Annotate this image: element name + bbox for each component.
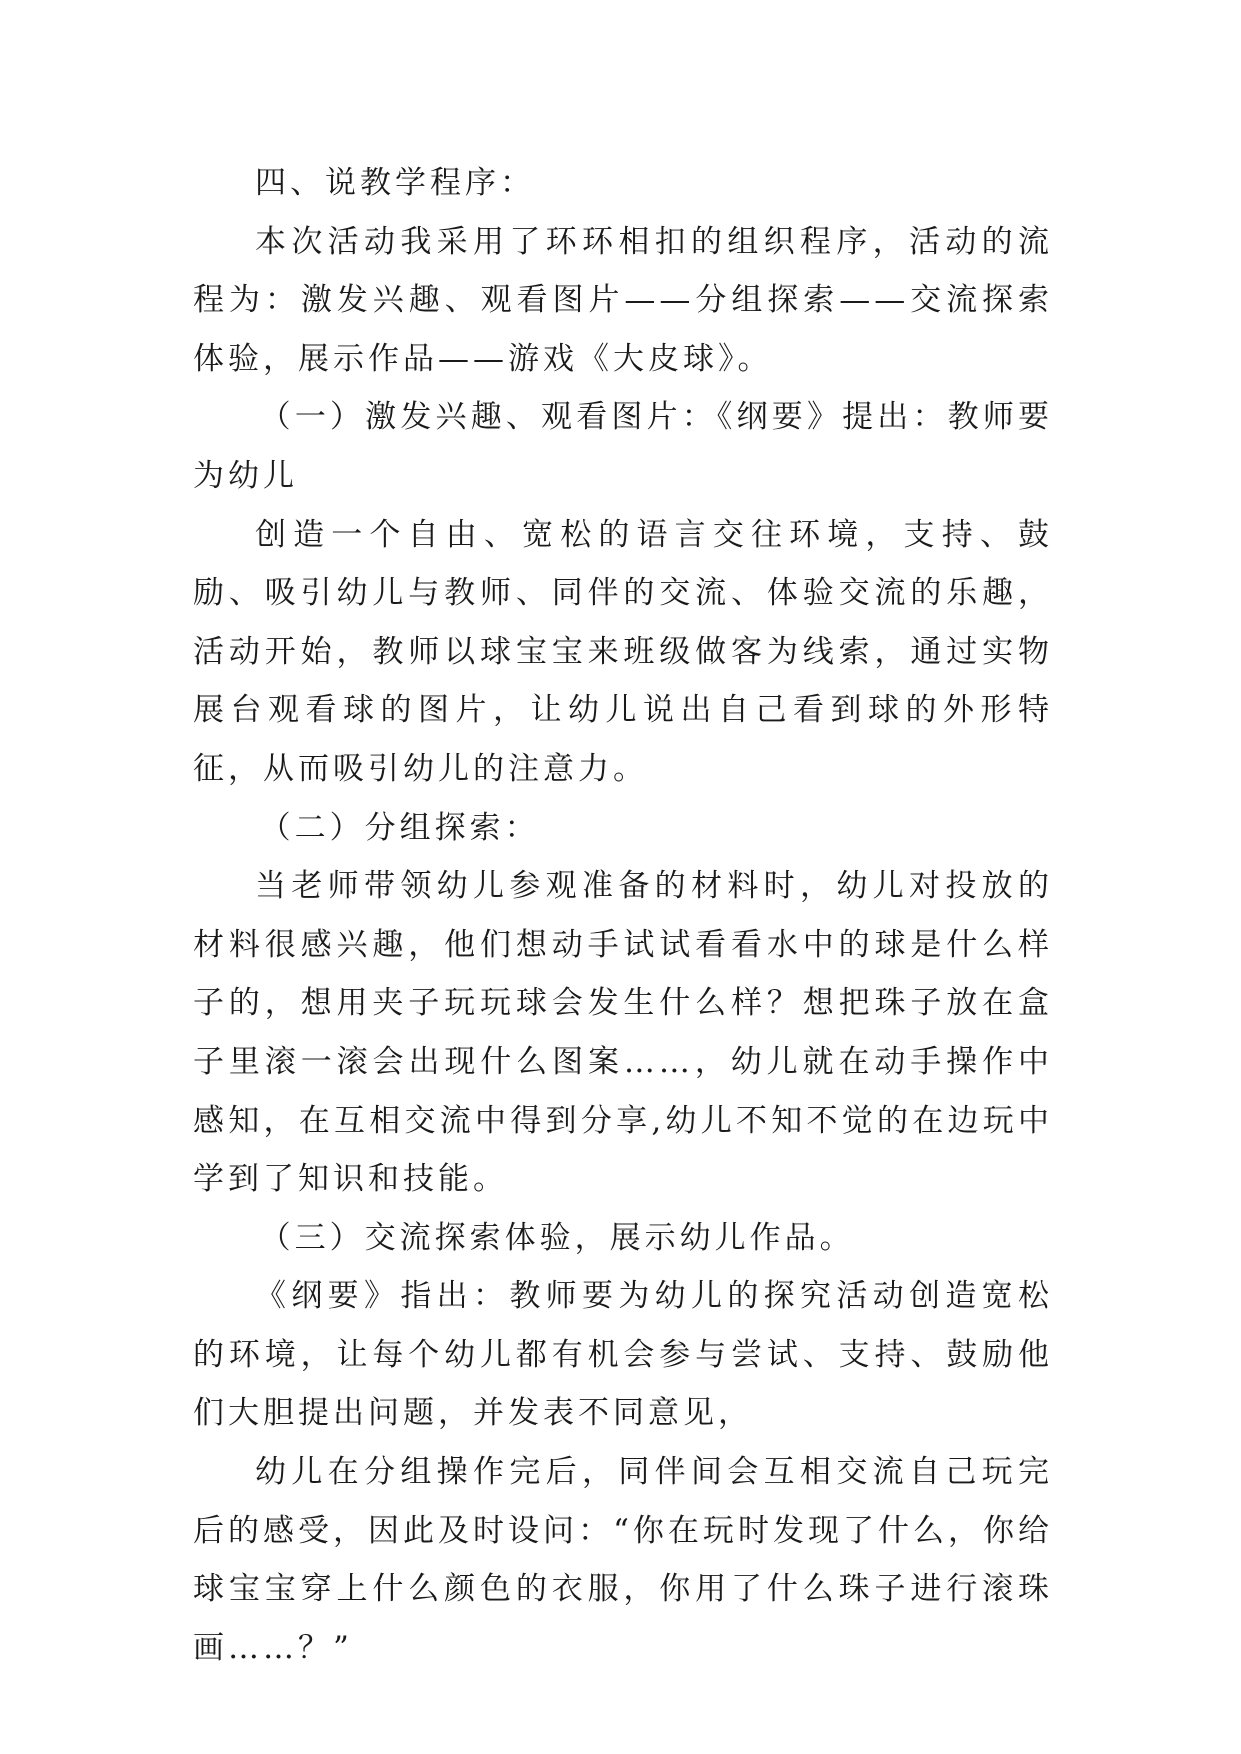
section-heading-teaching-procedure: 四、说教学程序：: [255, 165, 535, 201]
document-body: [193, 154, 1053, 1677]
subheading-group-exploration: （二）分组探索：: [259, 809, 540, 846]
paragraph-activity-flow: 本次活动我采用了环环相扣的组织程序，活动的流程为：激发兴趣、观看图片——分组探索——交流探索体验，展示作品——游戏《大皮球》。: [193, 223, 1053, 377]
paragraph-outline-guidance: 《纲要》指出：教师要为幼儿的探究活动创造宽松的环境，让每个幼儿都有机会参与尝试、支持、鼓励他们大胆提出问题，并发表不同意见，: [193, 1278, 1053, 1432]
paragraph-materials-exploration: 当老师带领幼儿参观准备的材料时，幼儿对投放的材料很感兴趣，他们想动手试试看看水中的球是什么样子的，想用夹子玩玩球会发生什么样？想把珠子放在盒子里滚一滚会出现什么图案……，幼儿就在动手操作中感知，在互相交流中得到分享,幼儿不知不觉的在边玩中学到了知识和技能。: [193, 868, 1053, 1198]
subheading-exchange-and-display: （三）交流探索体验，展示幼儿作品。: [259, 1219, 855, 1256]
paragraph-language-environment: 创造一个自由、宽松的语言交往环境，支持、鼓励、吸引幼儿与教师、同伴的交流、体验交流的乐趣，活动开始，教师以球宝宝来班级做客为线索，通过实物展台观看球的图片，让幼儿说出自己看到球的外形特征，从而吸引幼儿的注意力。: [193, 516, 1053, 787]
paragraph-peer-exchange: 幼儿在分组操作完后，同伴间会互相交流自己玩完后的感受，因此及时设问：“你在玩时发现了什么，你给球宝宝穿上什么颜色的衣服，你用了什么珠子进行滚珠画……？”: [193, 1454, 1053, 1666]
subheading-stimulate-interest: （一）激发兴趣、观看图片：《纲要》提出：教师要为幼儿: [193, 399, 1053, 494]
